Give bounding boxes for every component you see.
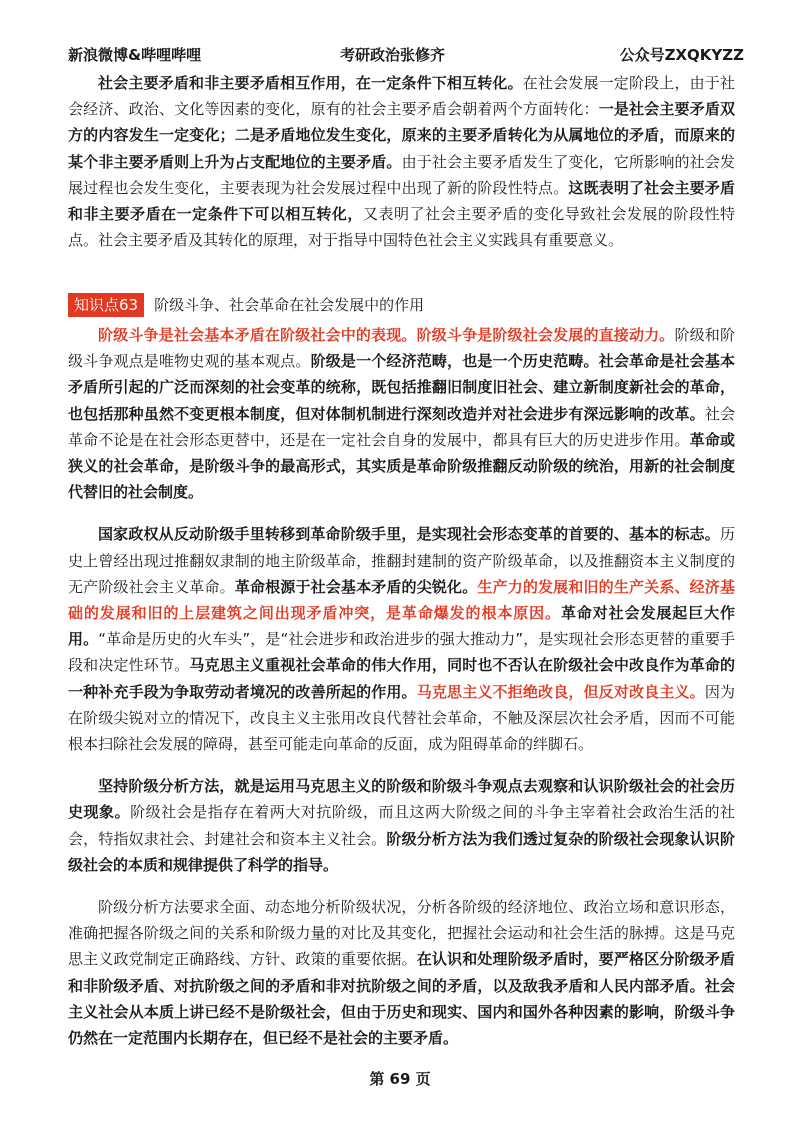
bold-text: 一是社会主要矛盾双方的内容发生一定变化；二是矛盾地位发生变化，原来的主要矛盾转化为从属地位的矛盾，而原来的某个非主要矛盾则上升为占支配地位的主要矛盾。 <box>68 100 735 171</box>
body-text: 又表明了社会主要矛盾的变化导致社会发展的阶段性特点。社会主要矛盾及其转化的原理，对于指导中国特色社会主义实践具有重要意义。 <box>68 205 735 250</box>
body-text: 历史上曾经出现过推翻奴隶制的地主阶级革命，推翻封建制的资产阶级革命，以及推翻资本主义制度的无产阶级社会主义革命。 <box>68 525 735 596</box>
header-weibo-bilibili: 新浪微博&哔哩哔哩 <box>68 46 202 64</box>
paragraph-contradiction-transformation <box>68 70 735 253</box>
highlighted-text: 阶级斗争是社会基本矛盾在阶级社会中的表现。阶级斗争是阶级社会发展的直接动力。 <box>98 326 675 344</box>
knowledge-point-heading <box>68 292 424 318</box>
body-text: “革命是历史的火车头”，是“社会进步和政治进步的强大推动力”，是实现社会形态更替的重要手段和决定性环节。 <box>68 630 735 675</box>
body-text: 由于社会主要矛盾发生了变化，它所影响的社会发展过程也会发生变化，主要表现为社会发展过程中出现了新的阶段性特点。 <box>68 152 735 197</box>
knowledge-point-badge: 知识点63 <box>68 293 144 317</box>
header-wechat-account: 公众号ZXQKYZZ <box>619 46 744 64</box>
bold-text: 阶级是一个经济范畴，也是一个历史范畴。社会革命是社会基本矛盾所引起的广泛而深刻的社会变革的统称，既包括推翻旧制度旧社会、建立新制度新社会的革命，也包括那种虽然不变更根本制度，但对体制机制进行深刻改造并对社会进步有深远影响的改革。 <box>68 352 735 423</box>
page-body <box>68 70 735 253</box>
paragraph-class-analysis <box>68 773 735 878</box>
body-text: 因为在阶级尖锐对立的情况下，改良主义主张用改良代替社会革命，不触及深层次社会矛盾，因而不可能根本扫除社会发展的障碍，甚至可能走向革命的反面，成为阻碍革命的绊脚石。 <box>68 682 735 754</box>
bold-text: 坚持阶级分析方法，就是运用马克思主义的阶级和阶级斗争观点去观察和认识阶级社会的社会历史现象。 <box>68 777 735 822</box>
body-text: 阶级社会是指存在着两大对抗阶级，而且这两大阶级之间的斗争主宰着社会政治生活的社会，特指奴隶社会、封建社会和资本主义社会。 <box>68 803 735 848</box>
body-text: 阶级分析方法要求全面、动态地分析阶级状况，分析各阶级的经济地位、政治立场和意识形态，准确把握各阶级之间的关系和阶级力量的对比及其变化，把握社会运动和社会生活的脉搏。这是马克思主义政党制定正确路线、方针、政策的重要依据。 <box>68 898 735 969</box>
bold-text: 革命对社会发展起巨大作用。 <box>68 604 735 649</box>
paragraph-class-struggle <box>68 322 735 505</box>
paragraph-state-power <box>68 521 735 757</box>
bold-text: 革命根源于社会基本矛盾的尖锐化。 <box>234 577 478 596</box>
bold-text: 马克思主义重视社会革命的伟大作用，同时也不否认在阶级社会中改良作为革命的一种补充手段为争取劳动者境况的改善所起的作用。 <box>68 656 735 701</box>
bold-text: 国家政权从反动阶级手里转移到革命阶级手里，是实现社会形态变革的首要的、基本的标志。 <box>98 525 720 544</box>
page-header <box>68 44 744 68</box>
body-text: 阶级和阶级斗争观点是唯物史观的基本观点。 <box>68 326 735 371</box>
highlighted-text: 生产力的发展和旧的生产关系、经济基础的发展和旧的上层建筑之间出现矛盾冲突，是革命爆发的根本原因。 <box>68 577 735 623</box>
header-author: 考研政治张修齐 <box>340 46 446 64</box>
bold-text: 社会主要矛盾和非主要矛盾相互作用，在一定条件下相互转化。 <box>98 74 523 92</box>
page-body-main <box>68 322 735 1051</box>
body-text: 社会革命不论是在社会形态更替中，还是在一定社会自身的发展中，都具有巨大的历史进步作用。 <box>68 404 735 449</box>
knowledge-point-title: 阶级斗争、社会革命在社会发展中的作用 <box>154 296 425 314</box>
paragraph-analysis-method <box>68 894 735 1051</box>
bold-text: 这既表明了社会主要矛盾和非主要矛盾在一定条件下可以相互转化， <box>68 178 735 224</box>
highlighted-text: 马克思主义不拒绝改良，但反对改良主义。 <box>416 682 705 701</box>
bold-text: 在认识和处理阶级矛盾时，要严格区分阶级矛盾和非阶级矛盾、对抗阶级之间的矛盾和非对抗阶级之间的矛盾，以及敌我矛盾和人民内部矛盾。社会主义社会从本质上讲已经不是阶级社会，但由于历史和现实、国内和国外各种因素的影响，阶级斗争仍然在一定范围内长期存在，但已经不是社会的主要矛盾。 <box>68 950 735 1048</box>
body-text: 在社会发展一定阶段上，由于社会经济、政治、文化等因素的变化，原有的社会主要矛盾会朝着两个方面转化： <box>68 74 735 119</box>
page-number: 第 69 页 <box>369 1070 431 1088</box>
bold-text: 阶级分析方法为我们透过复杂的阶级社会现象认识阶级社会的本质和规律提供了科学的指导。 <box>68 829 735 874</box>
bold-text: 革命或狭义的社会革命，是阶级斗争的最高形式，其实质是革命阶级推翻反动阶级的统治，用新的社会制度代替旧的社会制度。 <box>68 430 735 502</box>
